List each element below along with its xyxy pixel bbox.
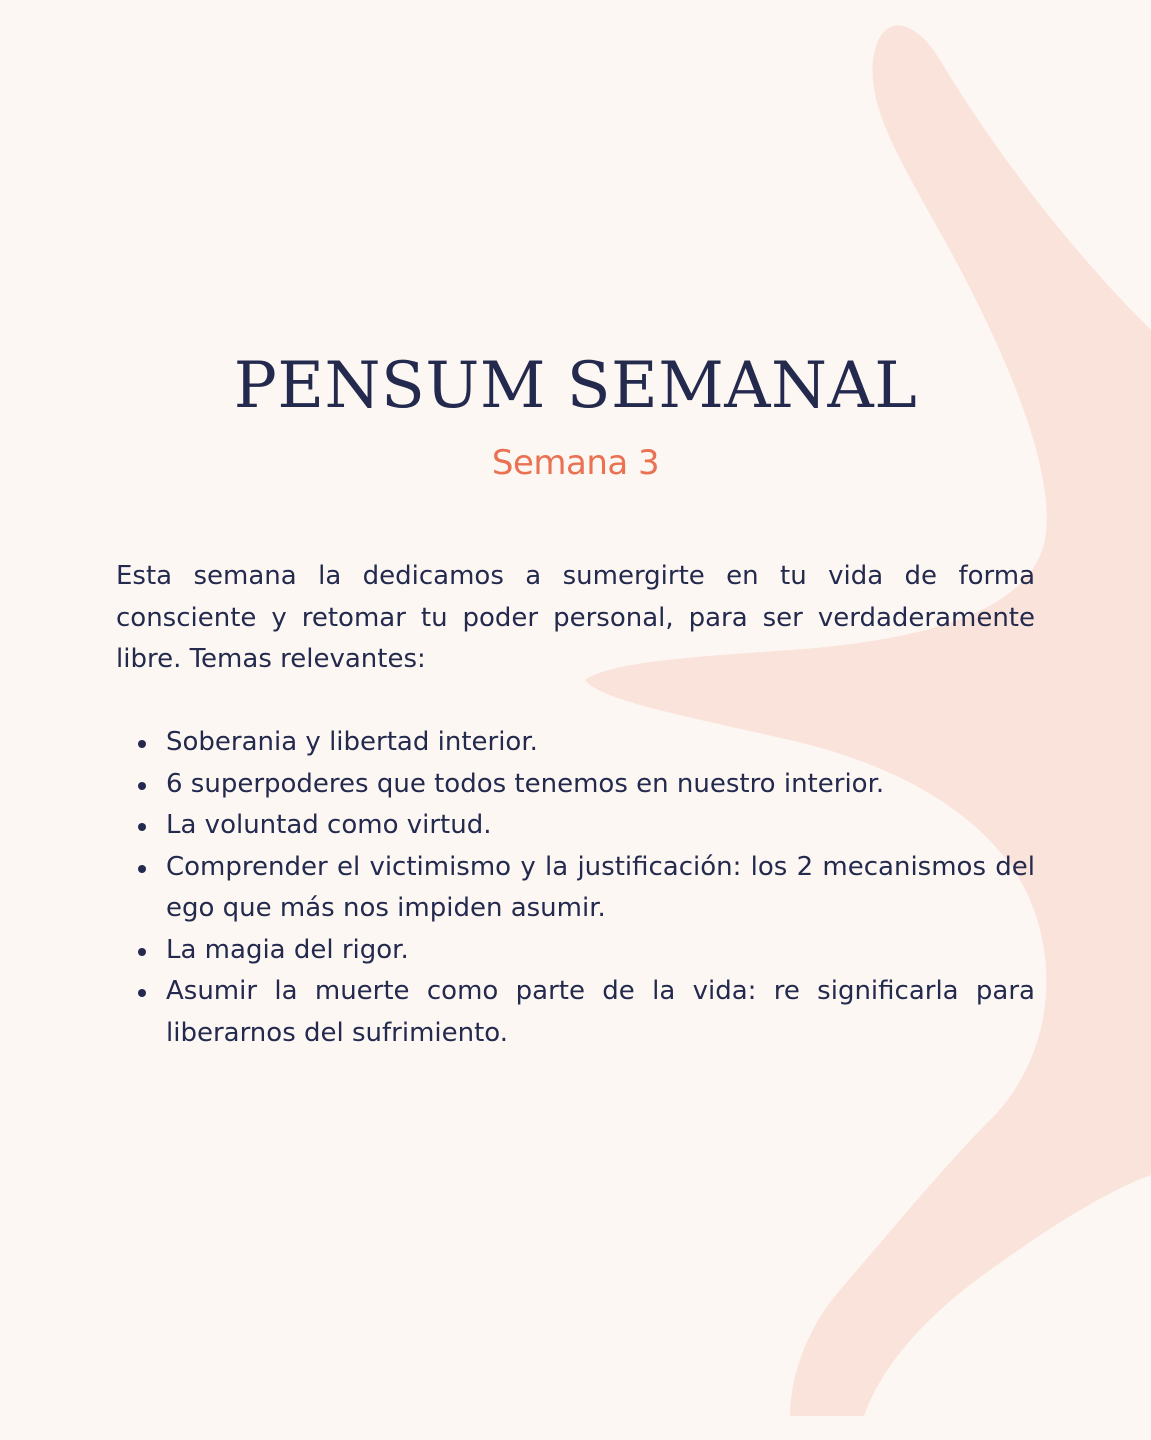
list-item [116,930,1035,972]
list-item [116,847,1035,930]
decorative-blob [585,25,1151,1416]
list-item [116,971,1035,1054]
list-item-text: La magia del rigor. [166,934,409,965]
list-item-text: Comprender el victimismo y la justificación: los 2 mecanismos del ego que más nos impiden asumir. [166,851,1035,923]
page-title: PENSUM SEMANAL [233,349,918,423]
intro-paragraph: Esta semana la dedicamos a sumergirte en tu vida de forma consciente y retomar tu poder personal, para ser verdaderamente libre. Temas relevantes: [116,561,1035,674]
list-item-text: Asumir la muerte como parte de la vida: re significarla para liberarnos del sufrimiento. [166,976,1035,1048]
bullet-icon [138,989,146,997]
topics-list [116,722,1035,1054]
bullet-icon [138,865,146,873]
list-item [116,764,1035,806]
list-item-text: La voluntad como virtud. [166,810,492,840]
list-item [116,805,1035,847]
bullet-icon [138,948,146,956]
bullet-icon [138,740,146,748]
page-subtitle: Semana 3 [491,443,660,483]
bullet-icon [138,782,146,790]
list-item-text: Soberania y libertad interior. [166,727,538,757]
bullet-icon [138,823,146,831]
list-item-text: 6 superpoderes que todos tenemos en nuestro interior. [166,768,885,799]
list-item [116,722,1035,764]
